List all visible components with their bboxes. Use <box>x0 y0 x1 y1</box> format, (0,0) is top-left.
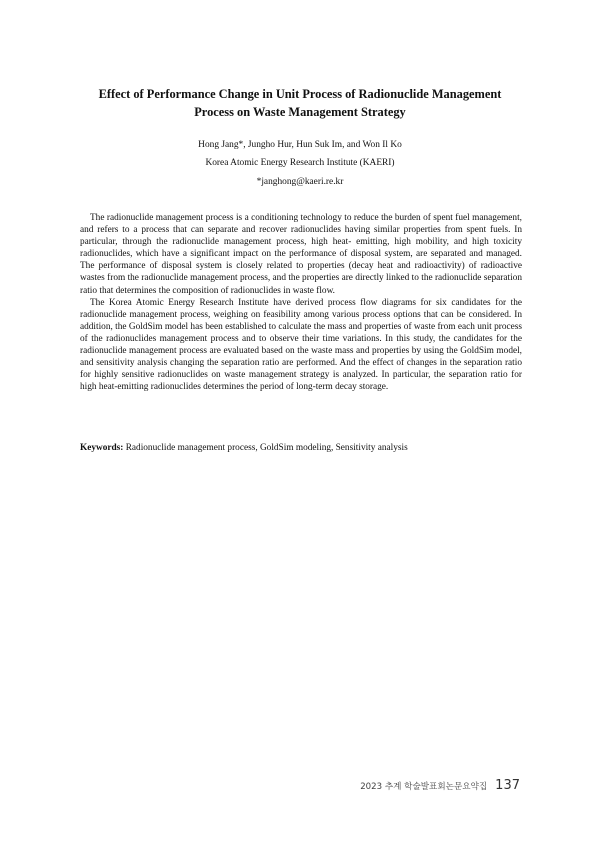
page-number: 137 <box>495 778 520 793</box>
keywords-label: Keywords: <box>80 443 124 453</box>
paper-title <box>60 85 540 121</box>
page-footer <box>360 778 520 793</box>
paper-title-line-2: Process on Waste Management Strategy <box>194 105 406 119</box>
publication-name: 2023 추계 학술발표회논문요약집 <box>360 782 488 792</box>
author-list: Hong Jang*, Jungho Hur, Hun Suk Im, and Won Il Ko <box>198 140 402 150</box>
keywords <box>80 442 522 454</box>
abstract-paragraph: The Korea Atomic Energy Research Institute have derived process flow diagrams for six candidates for the radionuclide management process, weighing on feasibility among various process options that can be considered. In addition, the GoldSim model has been established to calculate the mass and properties of waste from each unit process of the radionuclides management process and to observe their time variations. In this study, the candidates for the radionuclide management process are evaluated based on the waste mass and properties by using the GoldSim model, and sensitivity analysis changing the separation ratio are performed. And the effect of changes in the separation ratio for highly sensitive radionuclides on waste management strategy is analyzed. In particular, the separation ratio for high heat-emitting radionuclides determines the period of long-term decay storage. <box>80 297 522 393</box>
corresponding-email: *janghong@kaeri.re.kr <box>256 177 344 187</box>
affiliation: Korea Atomic Energy Research Institute (KAERI) <box>205 158 395 168</box>
paper-title-line-1: Effect of Performance Change in Unit Process of Radionuclide Management <box>98 87 502 101</box>
abstract-paragraph: The radionuclide management process is a conditioning technology to reduce the burden of spent fuel management, and refers to a process that can separate and recover radionuclides having similar properties from spent fuels. In particular, through the radionuclide management process, high heat- emitting, high mobility, and high toxicity radionuclides, which have a significant impact on the performance of disposal system, are separated and managed. The performance of disposal system is closely related to properties (decay heat and radioactivity) of radioactive wastes from the radionuclide management process, and the properties are directly linked to the radionuclide separation ratio that determines the composition of radionuclides in waste flow. <box>80 213 522 296</box>
keywords-list: Radionuclide management process, GoldSim modeling, Sensitivity analysis <box>125 443 408 453</box>
abstract <box>80 212 522 393</box>
